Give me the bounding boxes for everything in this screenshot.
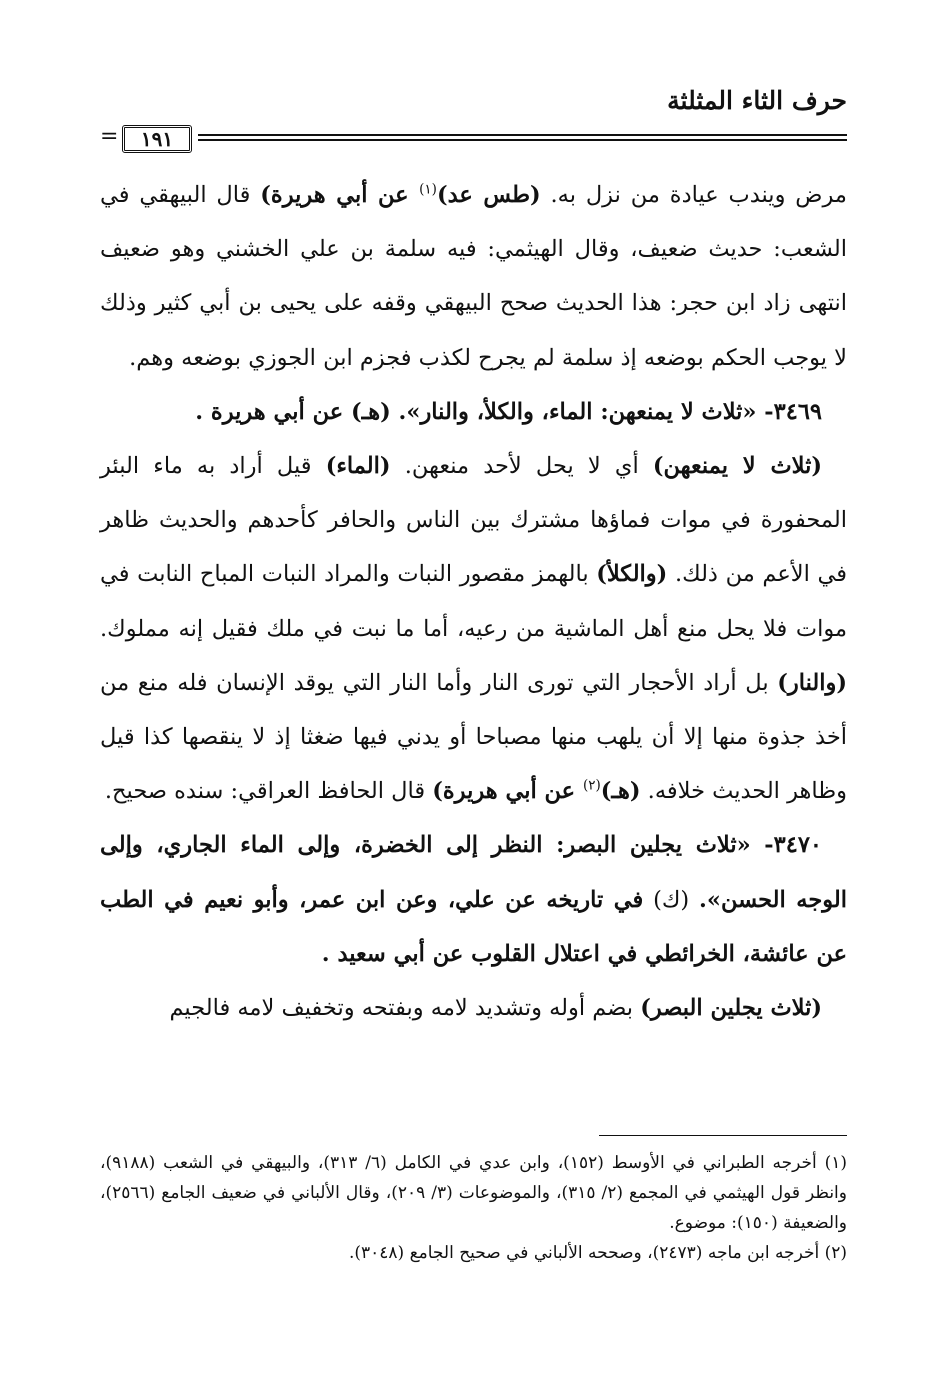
footnotes [100, 1148, 847, 1268]
header-rule [100, 125, 847, 155]
page-number-box [122, 125, 192, 153]
footnote-separator [599, 1135, 847, 1136]
footnote-2: (٢) أخرجه ابن ماجه (٢٤٧٣)، وصححه الألباني في صحيح الجامع (٣٠٤٨). [348, 1243, 847, 1263]
running-header-title: حرف الثاء المثلثة [667, 86, 847, 115]
hadith-3469: ٣٤٦٩- «ثلاث لا يمنعهن: الماء، والكلأ، والنار». (هـ) عن أبي هريرة . [195, 398, 822, 425]
rule-mark: = [100, 124, 119, 149]
commentary-3470: (ثلاث يجلين البصر) بضم أوله وتشديد لامه وبفتحه وتخفيف لامه فالجيم [169, 995, 822, 1022]
hadith-3470: ٣٤٧٠- «ثلاث يجلين البصر: النظر إلى الخضرة، وإلى الماء الجاري، وإلى الوجه الحسن». (ك) في تاريخه عن علي، وعن ابن عمر، وأبو نعيم في الطب عن عائشة، الخرائطي في اعتلال القلوب عن أبي سعيد . [100, 832, 847, 967]
paragraph-1: مرض ويندب عيادة من نزل به. (طس عد)$^{(١)}$ عن أبي هريرة) قال البيهقي في الشعب: حديث ضعيف، وقال الهيثمي: فيه سلمة بن علي الخشني وهو ضعيف انتهى زاد ابن حجر: هذا الحديث صحح البيهقي وقفه على يحيى بن أبي كثير وذلك لا يوجب الحكم بوضعه إذ سلمة لم يجرح لكذب فجزم ابن الجوزي بوضعه وهم. [100, 181, 847, 371]
footnote-1: (١) أخرجه الطبراني في الأوسط (١٥٢)، وابن عدي في الكامل (٦/ ٣١٣)، والبيهقي في الشعب (٩١٨٨)، وانظر قول الهيثمي في المجمع (٢/ ٣١٥)، والموضوعات (٣/ ٢٠٩)، وقال الألباني في ضعيف الجامع (٢٥٦٦)، والضعيفة (١٥٠): موضوع. [100, 1153, 848, 1233]
main-text [100, 168, 847, 1035]
commentary-3469: (ثلاث لا يمنعهن) أي لا يحل لأحد منعهن. (الماء) قيل أراد به ماء البئر المحفورة في موات فماؤها مشترك بين الناس والحافر كأحدهم والحديث ظاهر في الأعم من ذلك. (والكلأ) بالهمز مقصور النبات والمراد النبات المباح النابت في موات فلا يحل منع أهل الماشية من رعيه، أما ما نبت في ملك فقيل إنه مملوك. (والنار) بل أراد الأحجار التي تورى النار وأما النار التي يوقد الإنسان فله منع من أخذ جذوة منها إلا أن يلهب منها مصباحا أو يدني فيها ضغثا إذ لا ينقصها كذا قيل وظاهر الحديث خلافه. (هـ)$^{(٢)}$ عن أبي هريرة) قال الحافظ العراقي: سنده صحيح. [100, 453, 847, 805]
page-number: ١٩١ [140, 127, 174, 151]
header-rule-line-top [198, 134, 847, 136]
footnote-ref-2: (٢) [582, 777, 601, 794]
footnote-ref-1: (١) [419, 181, 437, 198]
header-rule-line-bottom [198, 139, 847, 141]
